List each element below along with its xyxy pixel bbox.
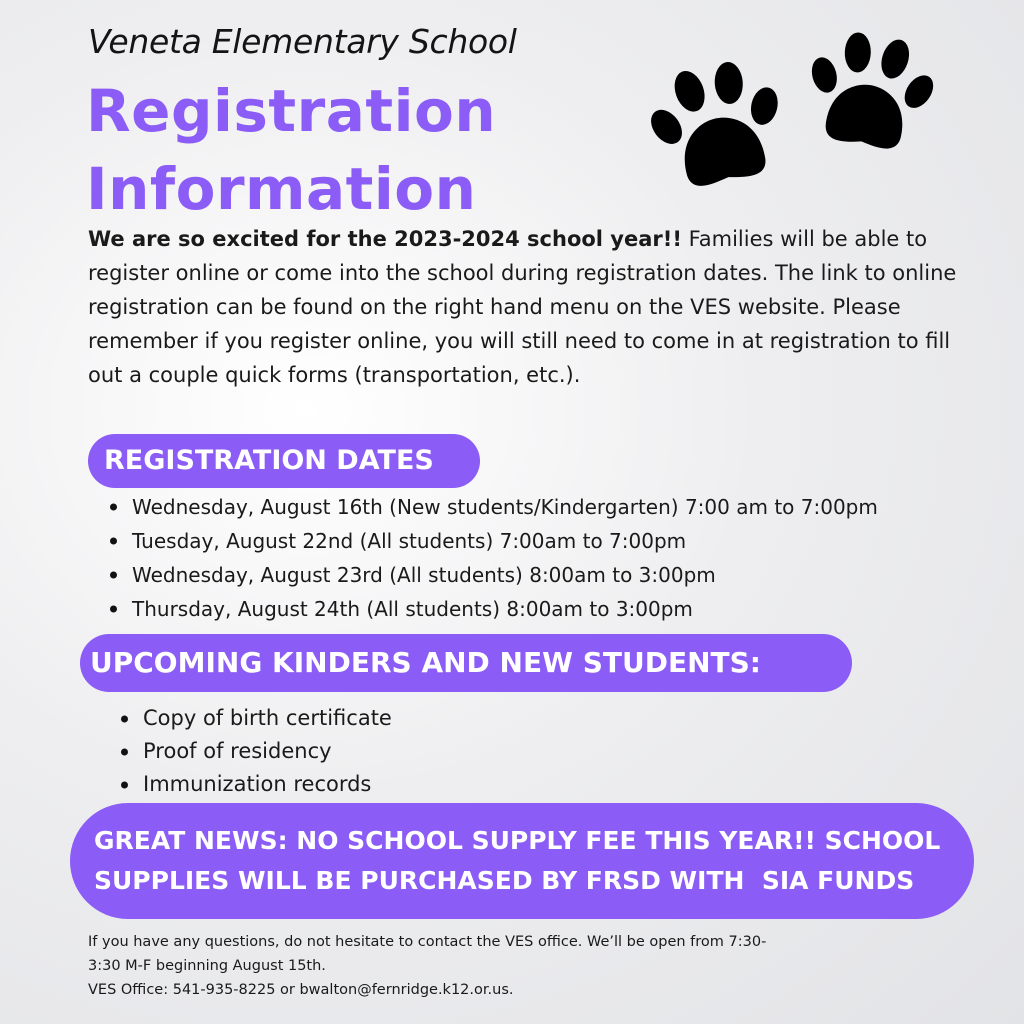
registration-dates-heading: REGISTRATION DATES [88,434,480,488]
list-item: Copy of birth certificate [121,702,392,735]
list-item: Proof of residency [121,735,392,768]
list-item: Wednesday, August 23rd (All students) 8:00am to 3:00pm [110,558,878,592]
intro-body-text: Families will be able to register online or come into the school during registration dates. The link to online registration can be found on the right hand menu on the VES website. Please remember if you register online, you will still need to come in at registration to fill out a couple quick forms (transportation, etc.). [88,227,957,387]
footer-contact [88,930,948,1002]
kinders-requirements-list [121,702,392,801]
news-line-2: SUPPLIES WILL BE PURCHASED BY FRSD WITH SIA FUNDS [94,866,915,895]
footer-line-2: 3:30 M-F beginning August 15th. [88,958,326,974]
kinders-heading: UPCOMING KINDERS AND NEW STUDENTS: [80,634,852,692]
list-item: Wednesday, August 16th (New students/Kindergarten) 7:00 am to 7:00pm [110,490,878,524]
news-banner [70,803,974,919]
footer-line-3: VES Office: 541-935-8225 or bwalton@fernridge.k12.or.us. [88,982,514,998]
intro-paragraph [88,222,988,392]
paw-print-icon [650,50,797,195]
page-title [86,72,496,228]
news-line-1: GREAT NEWS: NO SCHOOL SUPPLY FEE THIS YEAR!! SCHOOL [94,826,941,855]
list-item: Tuesday, August 22nd (All students) 7:00am to 7:00pm [110,524,878,558]
list-item: Immunization records [121,768,392,801]
title-line-2: Information [86,155,477,223]
list-item: Thursday, August 24th (All students) 8:00am to 3:00pm [110,592,878,626]
paw-print-icon [795,28,940,156]
school-name: Veneta Elementary School [88,22,517,61]
footer-line-1: If you have any questions, do not hesitate to contact the VES office. We’ll be open from 7:30- [88,934,767,950]
registration-dates-list [110,490,878,626]
title-line-1: Registration [86,77,497,145]
paw-prints [650,28,940,198]
intro-bold-text: We are so excited for the 2023-2024 school year!! [88,227,682,251]
